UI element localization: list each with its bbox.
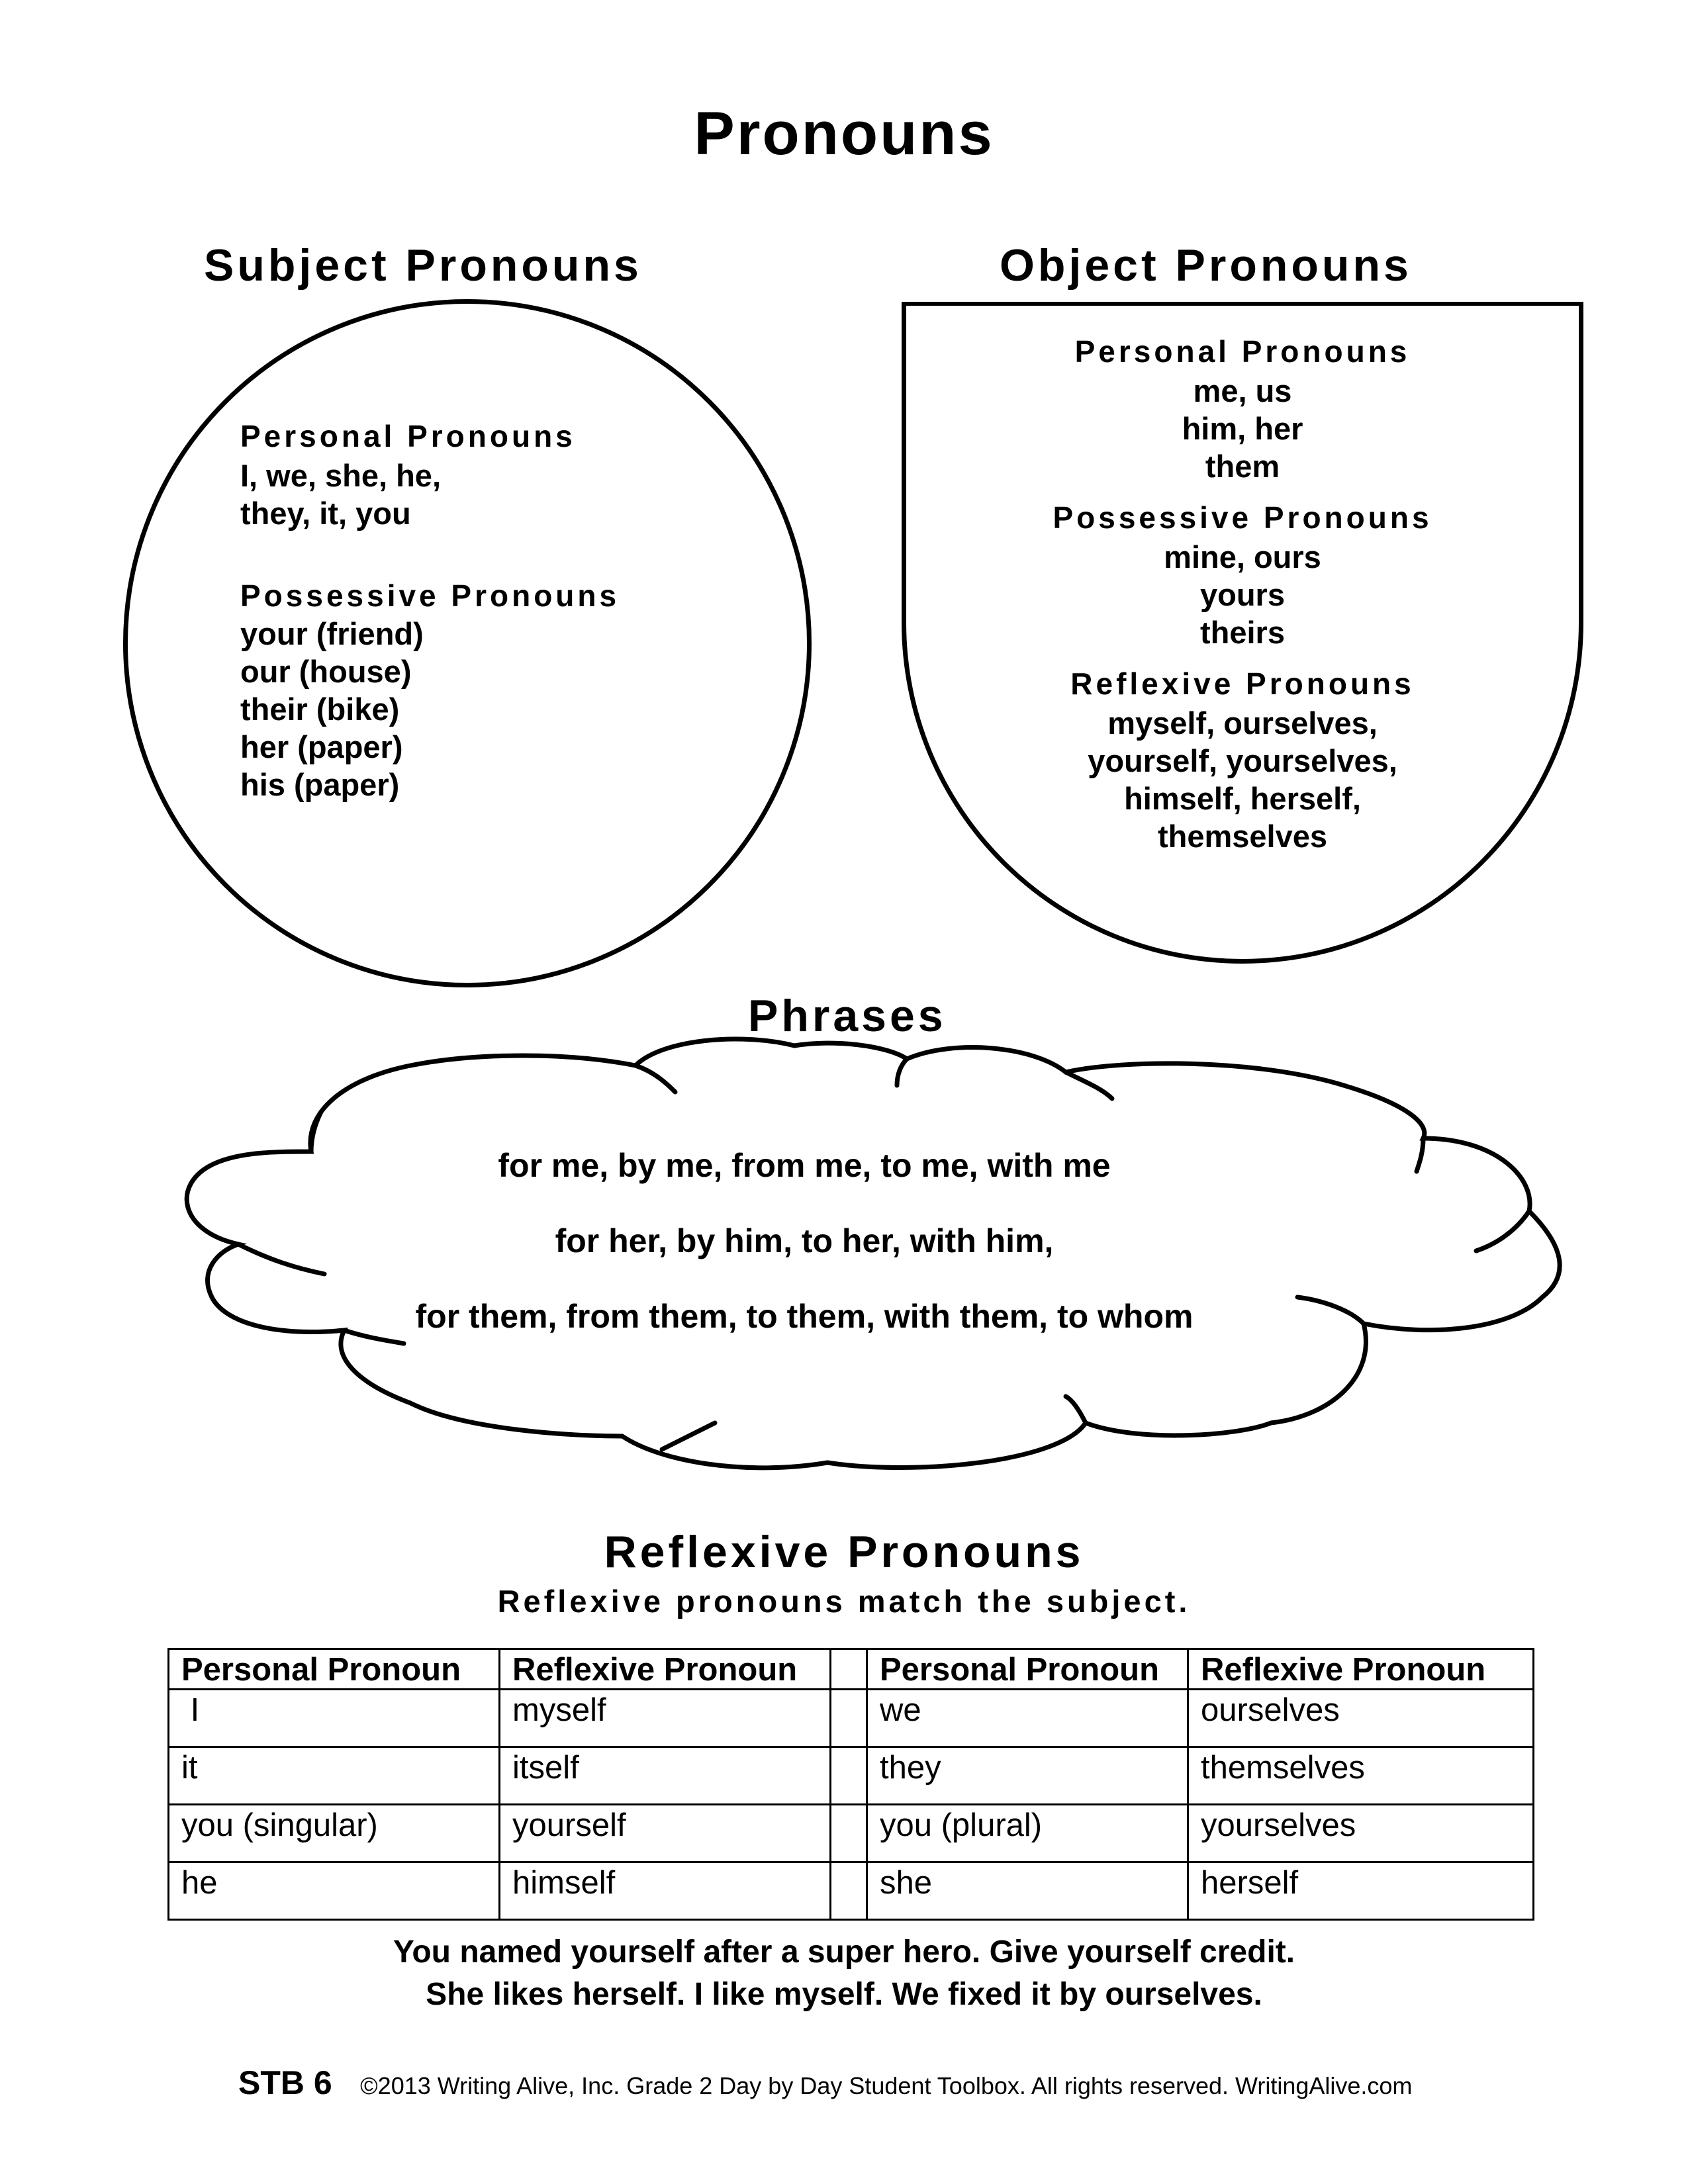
column-header: Reflexive Pronoun bbox=[1188, 1649, 1534, 1690]
copyright-text: ©2013 Writing Alive, Inc. Grade 2 Day by Day Student Toolbox. All rights reserved. WritingAlive.com bbox=[360, 2072, 1413, 2099]
list-item: myself, ourselves, bbox=[1107, 705, 1378, 741]
subject-possessive-heading: Possessive Pronouns bbox=[240, 578, 620, 613]
table-cell: myself bbox=[500, 1690, 831, 1747]
table-header-row bbox=[169, 1649, 1534, 1690]
column-spacer bbox=[831, 1649, 867, 1690]
phrases-heading: Phrases bbox=[748, 991, 947, 1041]
list-item: him, her bbox=[1182, 411, 1303, 446]
table-cell: itself bbox=[500, 1747, 831, 1805]
list-item: me, us bbox=[1193, 373, 1292, 408]
list-item: their (bike) bbox=[240, 692, 400, 727]
table-row bbox=[169, 1862, 1534, 1920]
list-item: yourself, yourselves, bbox=[1088, 743, 1397, 778]
table-cell-spacer bbox=[831, 1747, 867, 1805]
object-pronouns-heading: Object Pronouns bbox=[1000, 240, 1412, 291]
table-cell: you (singular) bbox=[169, 1805, 500, 1862]
phrase-line-3: for them, from them, to them, with them, to whom bbox=[415, 1298, 1194, 1335]
example-sentence: She likes herself. I like myself. We fixed it by ourselves. bbox=[426, 1977, 1262, 2012]
table-cell: themselves bbox=[1188, 1747, 1534, 1805]
subject-personal-heading: Personal Pronouns bbox=[240, 419, 576, 453]
list-item: I, we, she, he, bbox=[240, 458, 441, 493]
page-code: STB 6 bbox=[238, 2064, 332, 2101]
page-footer bbox=[238, 2064, 1412, 2102]
phrase-line-2: for her, by him, to her, with him, bbox=[555, 1222, 1054, 1259]
list-item: themselves bbox=[1157, 819, 1328, 854]
table-cell: they bbox=[867, 1747, 1188, 1805]
example-sentence: You named yourself after a super hero. Give yourself credit. bbox=[393, 1934, 1295, 1970]
table-cell: it bbox=[169, 1747, 500, 1805]
list-item: her (paper) bbox=[240, 729, 403, 764]
table-cell: she bbox=[867, 1862, 1188, 1920]
table-cell: herself bbox=[1188, 1862, 1534, 1920]
table-cell-spacer bbox=[831, 1805, 867, 1862]
phrase-line-1: for me, by me, from me, to me, with me bbox=[498, 1147, 1111, 1184]
subject-pronouns-heading: Subject Pronouns bbox=[204, 240, 642, 291]
column-header: Personal Pronoun bbox=[169, 1649, 500, 1690]
object-possessive-heading: Possessive Pronouns bbox=[1053, 500, 1432, 535]
object-reflexive-heading: Reflexive Pronouns bbox=[1070, 666, 1415, 701]
table-cell: yourselves bbox=[1188, 1805, 1534, 1862]
table-cell-spacer bbox=[831, 1862, 867, 1920]
list-item: his (paper) bbox=[240, 767, 400, 802]
table-cell: you (plural) bbox=[867, 1805, 1188, 1862]
reflexive-heading: Reflexive Pronouns bbox=[604, 1527, 1084, 1577]
list-item: your (friend) bbox=[240, 616, 424, 651]
table-cell: ourselves bbox=[1188, 1690, 1534, 1747]
column-header: Personal Pronoun bbox=[867, 1649, 1188, 1690]
reflexive-examples bbox=[0, 1931, 1688, 2016]
list-item: them bbox=[1205, 449, 1280, 484]
table-cell: he bbox=[169, 1862, 500, 1920]
table-cell: himself bbox=[500, 1862, 831, 1920]
list-item: our (house) bbox=[240, 654, 412, 689]
reflexive-subtitle: Reflexive pronouns match the subject. bbox=[497, 1584, 1191, 1619]
table-cell-spacer bbox=[831, 1690, 867, 1747]
object-personal-heading: Personal Pronouns bbox=[1074, 334, 1411, 369]
table-cell: yourself bbox=[500, 1805, 831, 1862]
table-row bbox=[169, 1805, 1534, 1862]
list-item: yours bbox=[1200, 577, 1285, 612]
table-row bbox=[169, 1747, 1534, 1805]
column-header: Reflexive Pronoun bbox=[500, 1649, 831, 1690]
table-cell: I bbox=[169, 1690, 500, 1747]
list-item: theirs bbox=[1200, 615, 1285, 650]
table-row bbox=[169, 1690, 1534, 1747]
list-item: himself, herself, bbox=[1124, 781, 1361, 816]
list-item: they, it, you bbox=[240, 496, 411, 531]
reflexive-table bbox=[167, 1648, 1534, 1921]
table-cell: we bbox=[867, 1690, 1188, 1747]
list-item: mine, ours bbox=[1164, 539, 1321, 574]
page-title: Pronouns bbox=[694, 100, 994, 167]
